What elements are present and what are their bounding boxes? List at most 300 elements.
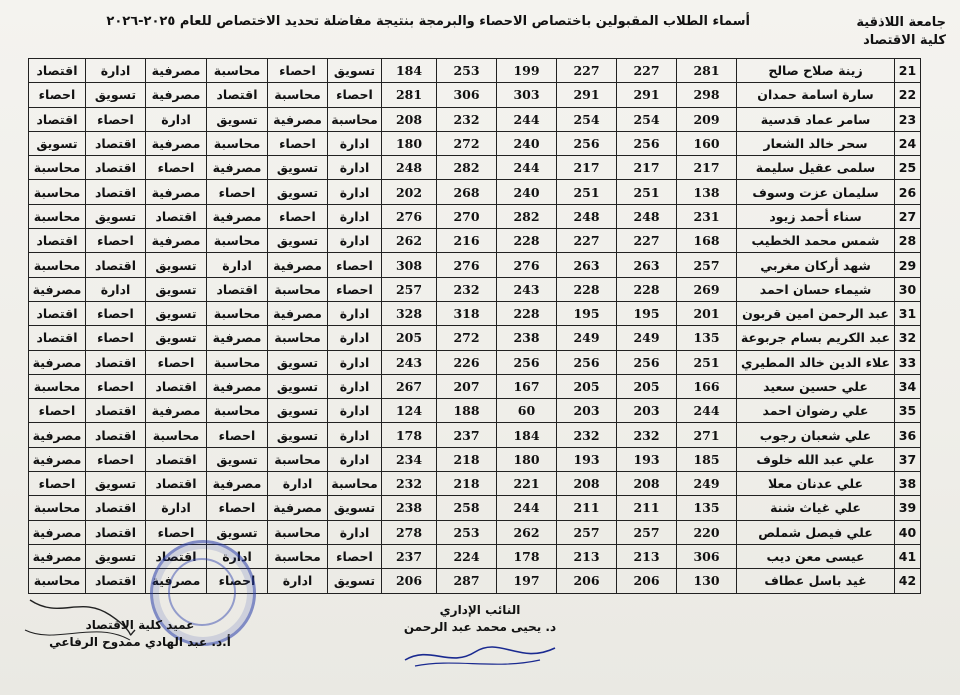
cell-s1: 271 <box>677 423 737 447</box>
cell-s5: 270 <box>437 204 497 228</box>
cell-p3: احصاء <box>207 423 268 447</box>
cell-s2: 256 <box>617 131 677 155</box>
cell-p6: مصرفية <box>29 277 86 301</box>
cell-total: 281 <box>382 83 437 107</box>
cell-s5: 232 <box>437 277 497 301</box>
cell-name: علي حسين سعيد <box>737 374 895 398</box>
cell-p1: تسويق <box>328 569 382 593</box>
cell-s5: 272 <box>437 326 497 350</box>
cell-s2: 256 <box>617 350 677 374</box>
cell-total: 232 <box>382 472 437 496</box>
cell-s3: 205 <box>557 374 617 398</box>
cell-p6: محاسبة <box>29 496 86 520</box>
cell-p1: محاسبة <box>328 107 382 131</box>
cell-s2: 232 <box>617 423 677 447</box>
cell-name: علي عدنان معلا <box>737 472 895 496</box>
cell-s5: 253 <box>437 59 497 83</box>
cell-p2: تسويق <box>268 399 328 423</box>
cell-name: علي شعبان رجوب <box>737 423 895 447</box>
cell-s3: 208 <box>557 472 617 496</box>
dean-name: أ.د. عبد الهادي ممدوح الرفاعي <box>49 635 231 649</box>
cell-s5: 237 <box>437 423 497 447</box>
cell-p2: محاسبة <box>268 326 328 350</box>
cell-s4: 197 <box>497 569 557 593</box>
cell-s4: 244 <box>497 107 557 131</box>
cell-s4: 276 <box>497 253 557 277</box>
cell-p4: مصرفية <box>146 59 207 83</box>
students-table <box>28 58 921 594</box>
university-name: جامعة اللاذقية <box>856 15 946 30</box>
cell-p5: احصاء <box>86 107 146 131</box>
cell-s3: 227 <box>557 229 617 253</box>
cell-s3: 227 <box>557 59 617 83</box>
cell-s2: 228 <box>617 277 677 301</box>
cell-p6: محاسبة <box>29 569 86 593</box>
table-row <box>29 131 921 155</box>
cell-s2: 227 <box>617 229 677 253</box>
cell-s1: 231 <box>677 204 737 228</box>
cell-s3: 217 <box>557 156 617 180</box>
table-row <box>29 447 921 471</box>
cell-n: 22 <box>895 83 921 107</box>
cell-s3: 256 <box>557 131 617 155</box>
cell-name: سحر خالد الشعار <box>737 131 895 155</box>
cell-p1: ادارة <box>328 301 382 325</box>
cell-s1: 135 <box>677 496 737 520</box>
cell-total: 206 <box>382 569 437 593</box>
cell-s2: 291 <box>617 83 677 107</box>
cell-s2: 263 <box>617 253 677 277</box>
cell-p6: مصرفية <box>29 350 86 374</box>
cell-p3: مصرفية <box>207 326 268 350</box>
cell-name: غيد باسل عطاف <box>737 569 895 593</box>
cell-s3: 195 <box>557 301 617 325</box>
cell-p4: ادارة <box>146 496 207 520</box>
cell-p1: ادارة <box>328 156 382 180</box>
cell-p3: تسويق <box>207 447 268 471</box>
cell-p2: مصرفية <box>268 107 328 131</box>
cell-s1: 217 <box>677 156 737 180</box>
cell-name: شيماء حسان احمد <box>737 277 895 301</box>
cell-p6: محاسبة <box>29 253 86 277</box>
cell-p3: اقتصاد <box>207 83 268 107</box>
cell-p1: احصاء <box>328 83 382 107</box>
cell-n: 40 <box>895 520 921 544</box>
cell-p6: اقتصاد <box>29 301 86 325</box>
cell-p3: تسويق <box>207 107 268 131</box>
cell-s3: 263 <box>557 253 617 277</box>
cell-s2: 211 <box>617 496 677 520</box>
table-row <box>29 301 921 325</box>
cell-p5: اقتصاد <box>86 253 146 277</box>
cell-p5: تسويق <box>86 544 146 568</box>
cell-s4: 228 <box>497 301 557 325</box>
cell-s2: 248 <box>617 204 677 228</box>
cell-n: 38 <box>895 472 921 496</box>
cell-p6: احصاء <box>29 399 86 423</box>
cell-p4: تسويق <box>146 301 207 325</box>
cell-p4: اقتصاد <box>146 447 207 471</box>
cell-total: 276 <box>382 204 437 228</box>
cell-p3: ادارة <box>207 544 268 568</box>
cell-s5: 253 <box>437 520 497 544</box>
cell-name: عيسى معن ديب <box>737 544 895 568</box>
cell-p6: اقتصاد <box>29 59 86 83</box>
cell-name: سليمان عزت وسوف <box>737 180 895 204</box>
cell-p1: ادارة <box>328 180 382 204</box>
cell-p4: تسويق <box>146 253 207 277</box>
cell-p2: تسويق <box>268 423 328 447</box>
cell-s2: 206 <box>617 569 677 593</box>
cell-s4: 167 <box>497 374 557 398</box>
cell-n: 32 <box>895 326 921 350</box>
table-row <box>29 253 921 277</box>
cell-n: 36 <box>895 423 921 447</box>
cell-s1: 130 <box>677 569 737 593</box>
table-row <box>29 326 921 350</box>
cell-s1: 281 <box>677 59 737 83</box>
cell-s2: 254 <box>617 107 677 131</box>
table-row <box>29 472 921 496</box>
cell-p2: احصاء <box>268 131 328 155</box>
cell-p4: اقتصاد <box>146 472 207 496</box>
cell-s4: 184 <box>497 423 557 447</box>
cell-s4: 244 <box>497 156 557 180</box>
cell-p1: ادارة <box>328 350 382 374</box>
cell-name: سناء أحمد زيود <box>737 204 895 228</box>
cell-p3: محاسبة <box>207 59 268 83</box>
cell-p4: تسويق <box>146 277 207 301</box>
cell-s5: 276 <box>437 253 497 277</box>
cell-s5: 282 <box>437 156 497 180</box>
cell-s4: 303 <box>497 83 557 107</box>
cell-total: 178 <box>382 423 437 447</box>
cell-p2: مصرفية <box>268 253 328 277</box>
cell-s4: 228 <box>497 229 557 253</box>
cell-s2: 205 <box>617 374 677 398</box>
table-row <box>29 83 921 107</box>
cell-name: شهد أركان مغربي <box>737 253 895 277</box>
cell-p6: محاسبة <box>29 180 86 204</box>
cell-s4: 221 <box>497 472 557 496</box>
cell-total: 257 <box>382 277 437 301</box>
document-title: أسماء الطلاب المقبولين باختصاص الاحصاء والبرمجة بنتيجة مفاضلة تحديد الاختصاص للعام ٢٠٢٥-٢٠٢٦ <box>106 14 750 29</box>
cell-p1: تسويق <box>328 496 382 520</box>
cell-p5: اقتصاد <box>86 423 146 447</box>
cell-name: علي رضوان احمد <box>737 399 895 423</box>
cell-s2: 257 <box>617 520 677 544</box>
cell-p2: احصاء <box>268 204 328 228</box>
students-table-body <box>29 59 921 594</box>
cell-s3: 206 <box>557 569 617 593</box>
cell-s4: 240 <box>497 180 557 204</box>
cell-s1: 160 <box>677 131 737 155</box>
cell-n: 39 <box>895 496 921 520</box>
cell-p6: اقتصاد <box>29 326 86 350</box>
cell-s1: 269 <box>677 277 737 301</box>
table-row <box>29 423 921 447</box>
cell-s2: 195 <box>617 301 677 325</box>
cell-p3: اقتصاد <box>207 277 268 301</box>
deputy-title: النائب الإداري <box>439 603 521 617</box>
cell-s3: 291 <box>557 83 617 107</box>
cell-p5: تسويق <box>86 204 146 228</box>
cell-p5: احصاء <box>86 326 146 350</box>
cell-s1: 220 <box>677 520 737 544</box>
cell-n: 25 <box>895 156 921 180</box>
cell-s3: 254 <box>557 107 617 131</box>
cell-n: 24 <box>895 131 921 155</box>
cell-p6: محاسبة <box>29 374 86 398</box>
cell-s5: 218 <box>437 447 497 471</box>
table-row <box>29 399 921 423</box>
cell-p6: احصاء <box>29 83 86 107</box>
cell-total: 248 <box>382 156 437 180</box>
cell-p2: محاسبة <box>268 83 328 107</box>
cell-n: 27 <box>895 204 921 228</box>
cell-p6: اقتصاد <box>29 107 86 131</box>
cell-p2: محاسبة <box>268 520 328 544</box>
cell-p4: مصرفية <box>146 180 207 204</box>
cell-p1: احصاء <box>328 253 382 277</box>
cell-p6: مصرفية <box>29 447 86 471</box>
dean-signature-block <box>20 617 260 651</box>
cell-s3: 228 <box>557 277 617 301</box>
cell-p1: ادارة <box>328 374 382 398</box>
cell-p6: احصاء <box>29 472 86 496</box>
cell-s1: 251 <box>677 350 737 374</box>
cell-p5: اقتصاد <box>86 156 146 180</box>
cell-s4: 244 <box>497 496 557 520</box>
cell-n: 35 <box>895 399 921 423</box>
cell-n: 37 <box>895 447 921 471</box>
cell-p5: احصاء <box>86 447 146 471</box>
cell-s4: 282 <box>497 204 557 228</box>
cell-p3: ادارة <box>207 253 268 277</box>
cell-p5: احصاء <box>86 229 146 253</box>
cell-p3: محاسبة <box>207 131 268 155</box>
cell-total: 267 <box>382 374 437 398</box>
cell-p2: محاسبة <box>268 447 328 471</box>
cell-p4: مصرفية <box>146 83 207 107</box>
cell-name: سامر عماد قدسية <box>737 107 895 131</box>
cell-p4: احصاء <box>146 156 207 180</box>
cell-total: 328 <box>382 301 437 325</box>
cell-p5: احصاء <box>86 301 146 325</box>
cell-s5: 258 <box>437 496 497 520</box>
official-stamp-inner <box>168 558 236 626</box>
cell-total: 180 <box>382 131 437 155</box>
cell-n: 34 <box>895 374 921 398</box>
cell-p5: اقتصاد <box>86 180 146 204</box>
cell-total: 238 <box>382 496 437 520</box>
cell-p2: مصرفية <box>268 496 328 520</box>
cell-p1: ادارة <box>328 423 382 447</box>
table-row <box>29 156 921 180</box>
cell-name: سلمى عقيل سليمة <box>737 156 895 180</box>
cell-n: 21 <box>895 59 921 83</box>
cell-p1: ادارة <box>328 229 382 253</box>
cell-s4: 240 <box>497 131 557 155</box>
cell-p3: محاسبة <box>207 301 268 325</box>
cell-s3: 256 <box>557 350 617 374</box>
deputy-signature-block <box>400 602 560 636</box>
cell-s1: 185 <box>677 447 737 471</box>
cell-s2: 251 <box>617 180 677 204</box>
cell-p1: تسويق <box>328 59 382 83</box>
cell-total: 184 <box>382 59 437 83</box>
cell-p1: ادارة <box>328 447 382 471</box>
cell-s1: 138 <box>677 180 737 204</box>
cell-n: 29 <box>895 253 921 277</box>
cell-s5: 226 <box>437 350 497 374</box>
cell-p5: اقتصاد <box>86 520 146 544</box>
cell-s2: 217 <box>617 156 677 180</box>
cell-p5: ادارة <box>86 277 146 301</box>
cell-s5: 318 <box>437 301 497 325</box>
cell-s5: 232 <box>437 107 497 131</box>
cell-p5: اقتصاد <box>86 496 146 520</box>
cell-name: سارة اسامة حمدان <box>737 83 895 107</box>
cell-s1: 201 <box>677 301 737 325</box>
cell-p1: ادارة <box>328 204 382 228</box>
cell-p3: مصرفية <box>207 204 268 228</box>
cell-p2: احصاء <box>268 59 328 83</box>
cell-p4: احصاء <box>146 350 207 374</box>
cell-s1: 306 <box>677 544 737 568</box>
cell-p1: احصاء <box>328 277 382 301</box>
cell-p3: احصاء <box>207 496 268 520</box>
cell-s4: 180 <box>497 447 557 471</box>
cell-p2: محاسبة <box>268 277 328 301</box>
cell-s5: 272 <box>437 131 497 155</box>
cell-p5: اقتصاد <box>86 569 146 593</box>
cell-p4: مصرفية <box>146 569 207 593</box>
cell-n: 42 <box>895 569 921 593</box>
cell-p3: مصرفية <box>207 374 268 398</box>
cell-s1: 166 <box>677 374 737 398</box>
cell-p3: محاسبة <box>207 350 268 374</box>
cell-p3: محاسبة <box>207 399 268 423</box>
cell-p4: اقتصاد <box>146 204 207 228</box>
cell-total: 237 <box>382 544 437 568</box>
cell-s1: 298 <box>677 83 737 107</box>
cell-s2: 213 <box>617 544 677 568</box>
cell-name: علي غياث شنة <box>737 496 895 520</box>
cell-name: علي عبد الله خلوف <box>737 447 895 471</box>
cell-p3: مصرفية <box>207 472 268 496</box>
cell-s1: 209 <box>677 107 737 131</box>
cell-name: عبد الكريم بسام جربوعة <box>737 326 895 350</box>
cell-s2: 203 <box>617 399 677 423</box>
cell-p2: تسويق <box>268 229 328 253</box>
cell-p4: اقتصاد <box>146 544 207 568</box>
cell-s5: 224 <box>437 544 497 568</box>
cell-total: 124 <box>382 399 437 423</box>
cell-p5: تسويق <box>86 83 146 107</box>
cell-p5: اقتصاد <box>86 131 146 155</box>
cell-p6: تسويق <box>29 131 86 155</box>
cell-p6: محاسبة <box>29 156 86 180</box>
cell-name: علي فيصل شملص <box>737 520 895 544</box>
cell-s4: 199 <box>497 59 557 83</box>
cell-p4: ادارة <box>146 107 207 131</box>
cell-total: 208 <box>382 107 437 131</box>
table-row <box>29 204 921 228</box>
cell-s2: 208 <box>617 472 677 496</box>
cell-s5: 207 <box>437 374 497 398</box>
cell-s4: 243 <box>497 277 557 301</box>
cell-p3: تسويق <box>207 520 268 544</box>
cell-s1: 249 <box>677 472 737 496</box>
cell-name: علاء الدين خالد المطيري <box>737 350 895 374</box>
cell-p3: محاسبة <box>207 229 268 253</box>
cell-s5: 306 <box>437 83 497 107</box>
cell-p2: محاسبة <box>268 544 328 568</box>
cell-s5: 188 <box>437 399 497 423</box>
cell-p5: ادارة <box>86 59 146 83</box>
table-row <box>29 350 921 374</box>
cell-s2: 193 <box>617 447 677 471</box>
deputy-name: د. يحيى محمد عبد الرحمن <box>403 620 557 634</box>
cell-s4: 238 <box>497 326 557 350</box>
deputy-signature <box>400 640 560 670</box>
header-institution <box>856 14 946 50</box>
cell-n: 23 <box>895 107 921 131</box>
cell-p6: اقتصاد <box>29 229 86 253</box>
cell-s3: 211 <box>557 496 617 520</box>
cell-p2: تسويق <box>268 156 328 180</box>
cell-s3: 257 <box>557 520 617 544</box>
cell-name: شمس محمد الخطيب <box>737 229 895 253</box>
cell-total: 205 <box>382 326 437 350</box>
cell-s1: 168 <box>677 229 737 253</box>
table-row <box>29 180 921 204</box>
cell-p4: مصرفية <box>146 131 207 155</box>
cell-p4: مصرفية <box>146 229 207 253</box>
cell-p2: ادارة <box>268 569 328 593</box>
cell-p4: مصرفية <box>146 399 207 423</box>
cell-n: 28 <box>895 229 921 253</box>
cell-s3: 251 <box>557 180 617 204</box>
cell-p1: ادارة <box>328 399 382 423</box>
table-row <box>29 520 921 544</box>
cell-s2: 249 <box>617 326 677 350</box>
cell-p4: اقتصاد <box>146 374 207 398</box>
cell-total: 278 <box>382 520 437 544</box>
table-row <box>29 277 921 301</box>
cell-s3: 213 <box>557 544 617 568</box>
cell-p1: ادارة <box>328 326 382 350</box>
cell-p5: اقتصاد <box>86 399 146 423</box>
cell-total: 243 <box>382 350 437 374</box>
cell-s4: 262 <box>497 520 557 544</box>
cell-s3: 193 <box>557 447 617 471</box>
cell-p1: ادارة <box>328 520 382 544</box>
cell-p2: ادارة <box>268 472 328 496</box>
table-row <box>29 59 921 83</box>
cell-n: 30 <box>895 277 921 301</box>
cell-total: 308 <box>382 253 437 277</box>
faculty-name: كلية الاقتصاد <box>863 33 946 48</box>
cell-s3: 248 <box>557 204 617 228</box>
cell-p3: احصاء <box>207 180 268 204</box>
cell-s5: 287 <box>437 569 497 593</box>
cell-p2: تسويق <box>268 374 328 398</box>
cell-p5: احصاء <box>86 374 146 398</box>
cell-n: 41 <box>895 544 921 568</box>
cell-name: زينة صلاح صالح <box>737 59 895 83</box>
